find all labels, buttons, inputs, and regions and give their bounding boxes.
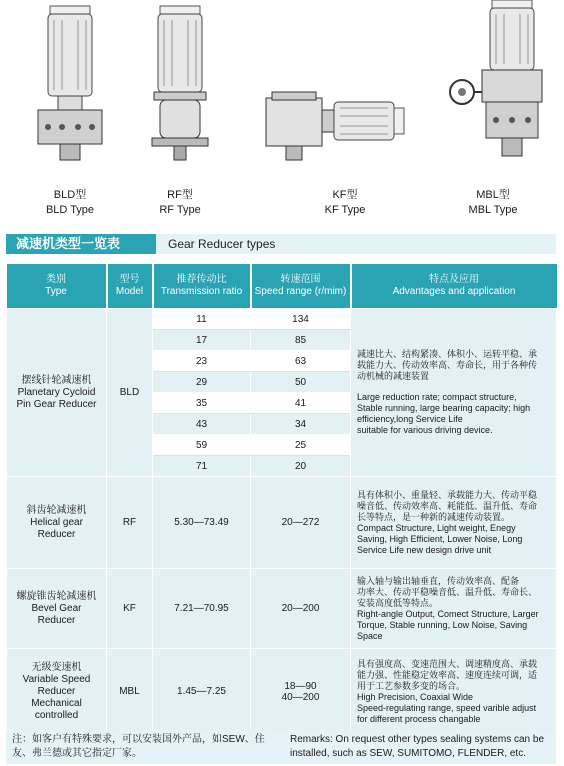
bld-reducer-image: [20, 0, 120, 175]
kf-caption: [300, 188, 390, 218]
bld-caption-en: BLD Type: [45, 204, 95, 216]
banner-title-zh: 减速机类型一览表: [6, 234, 156, 254]
bld-ratio: 17: [153, 330, 251, 351]
bld-speed: 85: [251, 330, 351, 351]
remarks-en: Remarks: On request other types sealing systems can be installed, such as SEW, SUMITOMO, FLENDER, etc.: [290, 734, 545, 759]
banner-title-en: Gear Reducer types: [168, 237, 276, 251]
rf-caption: [135, 188, 225, 218]
bld-speed: 41: [251, 393, 351, 414]
remarks-box: [6, 730, 556, 764]
table-header-row: [7, 264, 557, 309]
header-model: 型号 Model: [107, 264, 153, 309]
table-row: [7, 649, 557, 735]
bld-ratio: 59: [153, 435, 251, 456]
bld-features-cell: 减速比大、结构紧凑、体积小、运转平稳、承 载能力大、传动效率高、寿命长，用于各种传 动机械的减速装置 Large reduction rate; compact structure, Stable running, large bearing capacity; high efficiency,long Service Life suitable for various driving device.: [351, 309, 557, 477]
header-speed: 转速范围 Speed range (r/mim): [251, 264, 351, 309]
bld-model-cell: BLD: [107, 309, 153, 477]
bld-ratio: 29: [153, 372, 251, 393]
kf-caption-en: KF Type: [324, 204, 366, 216]
kf-model-cell: KF: [107, 569, 153, 649]
mbl-figure: [440, 0, 550, 175]
mbl-features-cell: 具有强度高、变速范围大、调速精度高、承载 能力强、性能稳定效率高、速度连续可调，适 用于工艺参数多变的场合。 High Precision, Coaxial Wide Speed-regulating range, speed varible adjust for different process changable: [351, 649, 557, 735]
gear-reducer-table: [6, 264, 557, 735]
rf-ratio-cell: 5.30—73.49: [153, 477, 251, 569]
bld-ratio: 71: [153, 456, 251, 477]
kf-speed-cell: 20—200: [251, 569, 351, 649]
bld-figure: [20, 0, 120, 175]
bld-speed: 20: [251, 456, 351, 477]
header-type: 类别 Type: [7, 264, 107, 309]
bld-speed: 50: [251, 372, 351, 393]
remarks-zh: 注：如客户有特殊要求，可以安装国外产品，如SEW、住友、弗兰德或其它指定厂家。: [12, 734, 265, 759]
bld-speed: 34: [251, 414, 351, 435]
bld-speed: 63: [251, 351, 351, 372]
rf-caption-zh: RF型: [167, 189, 193, 201]
kf-reducer-image: [258, 0, 418, 175]
mbl-caption: [448, 188, 538, 218]
bld-speed: 25: [251, 435, 351, 456]
mbl-caption-en: MBL Type: [468, 204, 518, 216]
mbl-caption-zh: MBL型: [476, 189, 510, 201]
kf-features-cell: 输入轴与输出轴垂直，传动效率高、配备 功率大、传动平稳噪音低、温升低、寿命长、 安装高度低等特点。 Right-angle Output, Comect Structure, Larger Torque, Stable running, Low Noise, Saving Space: [351, 569, 557, 649]
kf-caption-zh: KF型: [332, 189, 358, 201]
header-ratio: 推荐传动比 Transmission ratio: [153, 264, 251, 309]
table-row: [7, 309, 557, 330]
bld-ratio: 11: [153, 309, 251, 330]
mbl-speed-cell: 18—90 40—200: [251, 649, 351, 735]
bld-caption-zh: BLD型: [53, 189, 87, 201]
rf-type-cell: 斜齿轮减速机 Helical gear Reducer: [7, 477, 107, 569]
rf-model-cell: RF: [107, 477, 153, 569]
kf-ratio-cell: 7.21—70.95: [153, 569, 251, 649]
section-banner: [6, 234, 556, 254]
rf-features-cell: 具有体积小、重量轻、承载能力大、传动平稳 噪音低、传动效率高、耗能低、温升低、寿命 长等特点，是一种新的减速传动装置。 Compact Structure, Light weight, Enegy Saving, High Efficient, Lower Noise, Long Service Life new design drive unit: [351, 477, 557, 569]
rf-reducer-image: [130, 0, 230, 175]
bld-ratio: 35: [153, 393, 251, 414]
table-row: [7, 477, 557, 569]
bld-ratio: 23: [153, 351, 251, 372]
bld-speed: 134: [251, 309, 351, 330]
kf-type-cell: 螺旋锥齿轮减速机 Bevel Gear Reducer: [7, 569, 107, 649]
mbl-type-cell: 无级变速机 Variable Speed Reducer Mechanical controlled: [7, 649, 107, 735]
header-features: 特点及应用 Advantages and application: [351, 264, 557, 309]
mbl-reducer-image: [440, 0, 550, 175]
bld-type-cell: 摆线针轮减速机 Planetary Cycloid Pin Gear Reducer: [7, 309, 107, 477]
mbl-ratio-cell: 1.45—7.25: [153, 649, 251, 735]
bld-caption: [25, 188, 115, 218]
table-row: [7, 569, 557, 649]
rf-speed-cell: 20—272: [251, 477, 351, 569]
bld-ratio: 43: [153, 414, 251, 435]
kf-figure: [258, 0, 418, 175]
rf-caption-en: RF Type: [159, 204, 201, 216]
mbl-model-cell: MBL: [107, 649, 153, 735]
rf-figure: [130, 0, 230, 175]
